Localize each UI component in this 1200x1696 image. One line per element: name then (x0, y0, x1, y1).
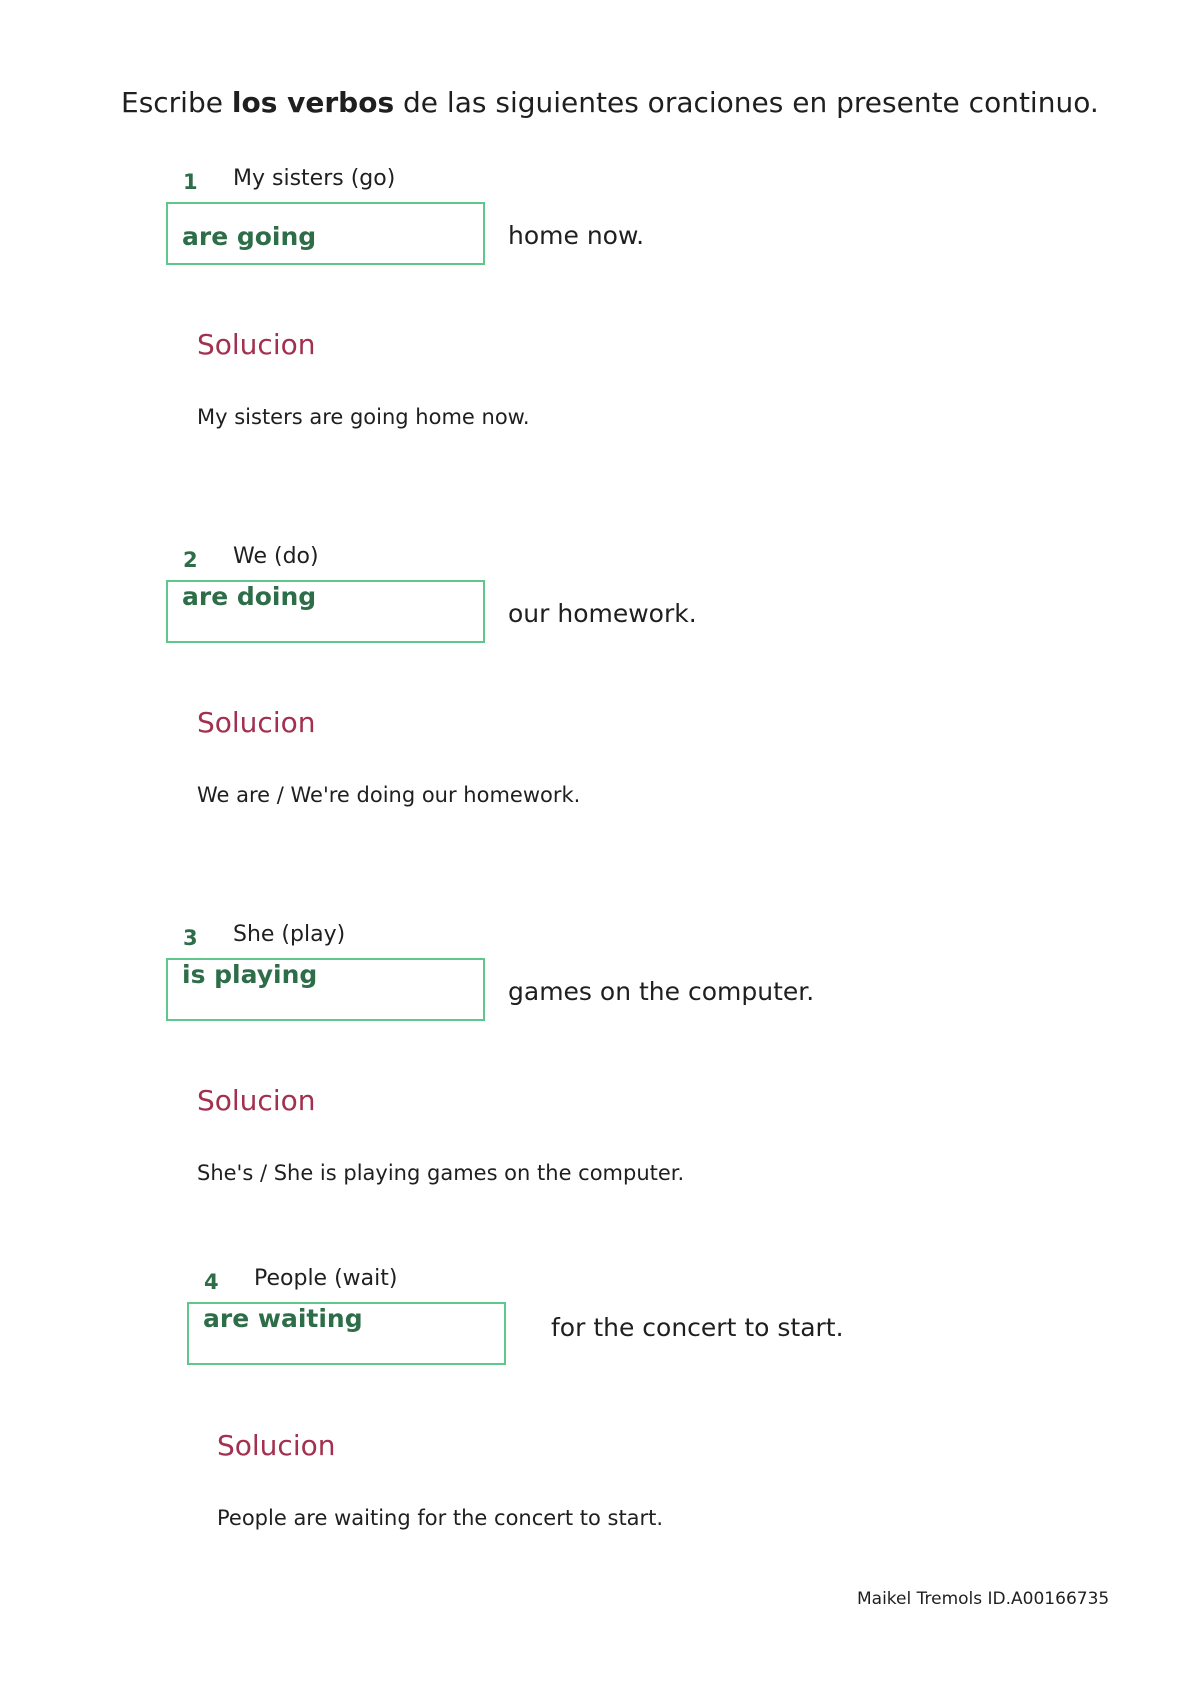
sentence-rest: our homework. (508, 599, 697, 628)
solution-title: Solucion (217, 1429, 336, 1462)
solution-text: She's / She is playing games on the computer. (197, 1161, 685, 1185)
exercise-prompt: My sisters (go) (233, 166, 396, 191)
solution-title: Solucion (197, 706, 316, 739)
solution-text: People are waiting for the concert to start. (217, 1506, 664, 1530)
answer-field[interactable] (166, 580, 485, 643)
solution-text: We are / We're doing our homework. (197, 783, 581, 807)
solution-title: Solucion (197, 328, 316, 361)
answer-field[interactable] (166, 958, 485, 1021)
instruction (121, 86, 1099, 119)
exercise-number: 3 (183, 926, 198, 950)
answer-field[interactable] (166, 202, 485, 265)
sentence-rest: for the concert to start. (551, 1313, 844, 1342)
answer-text: are going (182, 222, 317, 251)
exercise-prompt: She (play) (233, 922, 346, 947)
answer-text: are doing (182, 582, 317, 611)
answer-text: is playing (182, 960, 318, 989)
solution-text: My sisters are going home now. (197, 405, 530, 429)
instruction-start: Escribe (121, 86, 232, 119)
solution-title: Solucion (197, 1084, 316, 1117)
answer-field[interactable] (187, 1302, 506, 1365)
author-footer: Maikel Tremols ID.A00166735 (857, 1589, 1110, 1609)
exercise-prompt: People (wait) (254, 1266, 398, 1291)
answer-text: are waiting (203, 1304, 363, 1333)
exercise-number: 4 (204, 1270, 219, 1294)
sentence-rest: games on the computer. (508, 977, 815, 1006)
exercise-prompt: We (do) (233, 544, 319, 569)
exercise-number: 2 (183, 548, 198, 572)
instruction-bold: los verbos (231, 86, 395, 119)
sentence-rest: home now. (508, 221, 645, 250)
exercise-number: 1 (183, 170, 198, 194)
instruction-end: de las siguientes oraciones en presente continuo. (394, 86, 1099, 119)
